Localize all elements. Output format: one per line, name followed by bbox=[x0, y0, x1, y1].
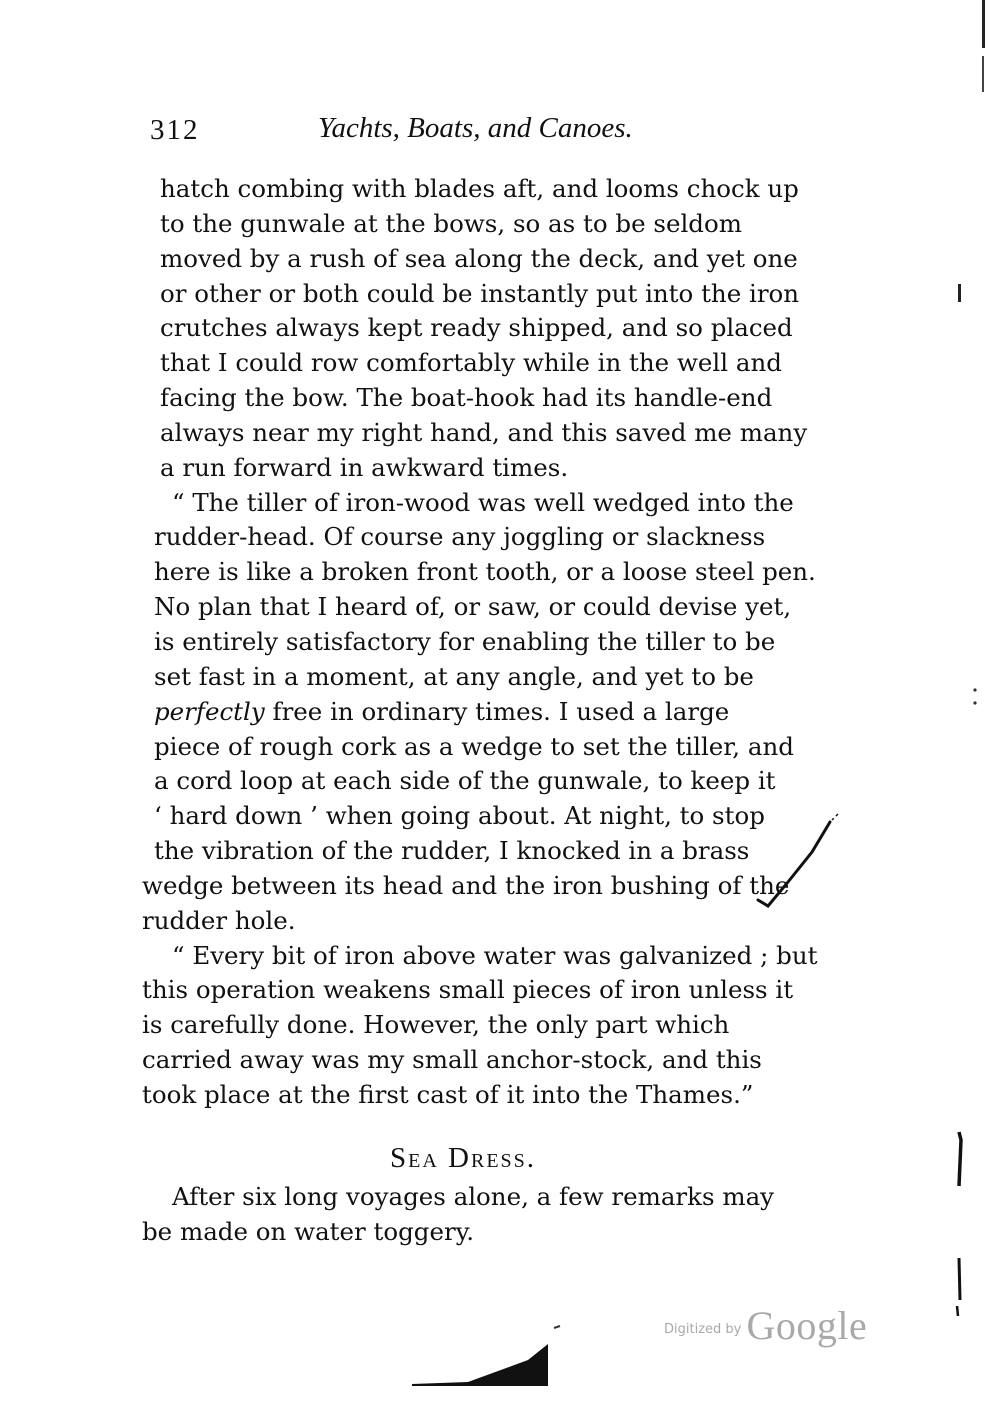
text-line: a cord loop at each side of the gunwale, to keep it bbox=[154, 766, 776, 796]
text-line: to the gunwale at the bows, so as to be seldom bbox=[160, 208, 742, 238]
running-head bbox=[150, 112, 670, 152]
text-line: always near my right hand, and this saved me many bbox=[160, 417, 808, 447]
text-line: wedge between its head and the iron bushing of the bbox=[142, 870, 790, 900]
text-line: crutches always kept ready shipped, and so placed bbox=[160, 313, 793, 343]
paragraph-start-line: After six long voyages alone, a few remarks may bbox=[172, 1182, 775, 1211]
pencil-mark bbox=[740, 810, 850, 920]
text-line: is entirely satisfactory for enabling the tiller to be bbox=[154, 626, 776, 656]
running-title: Yachts, Boats, and Canoes. bbox=[318, 112, 633, 144]
text-line-rest: free in ordinary times. I used a large bbox=[264, 696, 730, 726]
text-line bbox=[142, 695, 842, 730]
text-line: hatch combing with blades aft, and looms chock up bbox=[160, 174, 799, 203]
watermark-prefix: Digitized by bbox=[664, 1322, 742, 1337]
text-line: piece of rough cork as a wedge to set the tiller, and bbox=[154, 731, 794, 761]
text-line: or other or both could be instantly put into the iron bbox=[160, 278, 800, 308]
text-line: this operation weakens small pieces of iron unless it bbox=[142, 975, 794, 1005]
section-text bbox=[142, 1180, 842, 1250]
text-line: rudder hole. bbox=[142, 905, 296, 935]
text-line: ‘ hard down ’ when going about. At night, to stop bbox=[154, 801, 765, 831]
paragraph-start-line: “ Every bit of iron above water was galvanized ; but bbox=[172, 940, 818, 970]
text-line: rudder-head. Of course any joggling or slackness bbox=[154, 522, 766, 552]
text-line: set fast in a moment, at any angle, and yet to be bbox=[154, 661, 754, 691]
text-line: a run forward in awkward times. bbox=[160, 452, 569, 482]
margin-marks bbox=[948, 0, 988, 1413]
ink-smudge bbox=[408, 1320, 568, 1390]
emphasis-perfectly: perfectly bbox=[154, 696, 265, 726]
google-logo: Google bbox=[746, 1303, 868, 1348]
text-line: that I could row comfortably while in the well and bbox=[160, 348, 782, 378]
paragraph-start-line: “ The tiller of iron-wood was well wedged into the bbox=[172, 487, 794, 517]
text-line: moved by a rush of sea along the deck, and yet one bbox=[160, 243, 798, 273]
text-line: took place at the first cast of it into the Thames.” bbox=[142, 1079, 754, 1109]
body-text bbox=[142, 172, 842, 1113]
text-line: No plan that I heard of, or saw, or could devise yet, bbox=[154, 592, 792, 622]
text-line: here is like a broken front tooth, or a loose steel pen. bbox=[154, 557, 816, 587]
text-line: facing the bow. The boat-hook had its handle-end bbox=[160, 383, 773, 413]
page-number: 312 bbox=[150, 114, 200, 146]
text-line: is carefully done. However, the only part which bbox=[142, 1010, 730, 1040]
text-line: the vibration of the rudder, I knocked in a brass bbox=[154, 836, 750, 866]
text-line: carried away was my small anchor-stock, and this bbox=[142, 1045, 762, 1075]
digitized-watermark bbox=[664, 1302, 867, 1349]
section-heading: Sea Dress. bbox=[390, 1142, 537, 1174]
text-line: be made on water toggery. bbox=[142, 1216, 475, 1246]
